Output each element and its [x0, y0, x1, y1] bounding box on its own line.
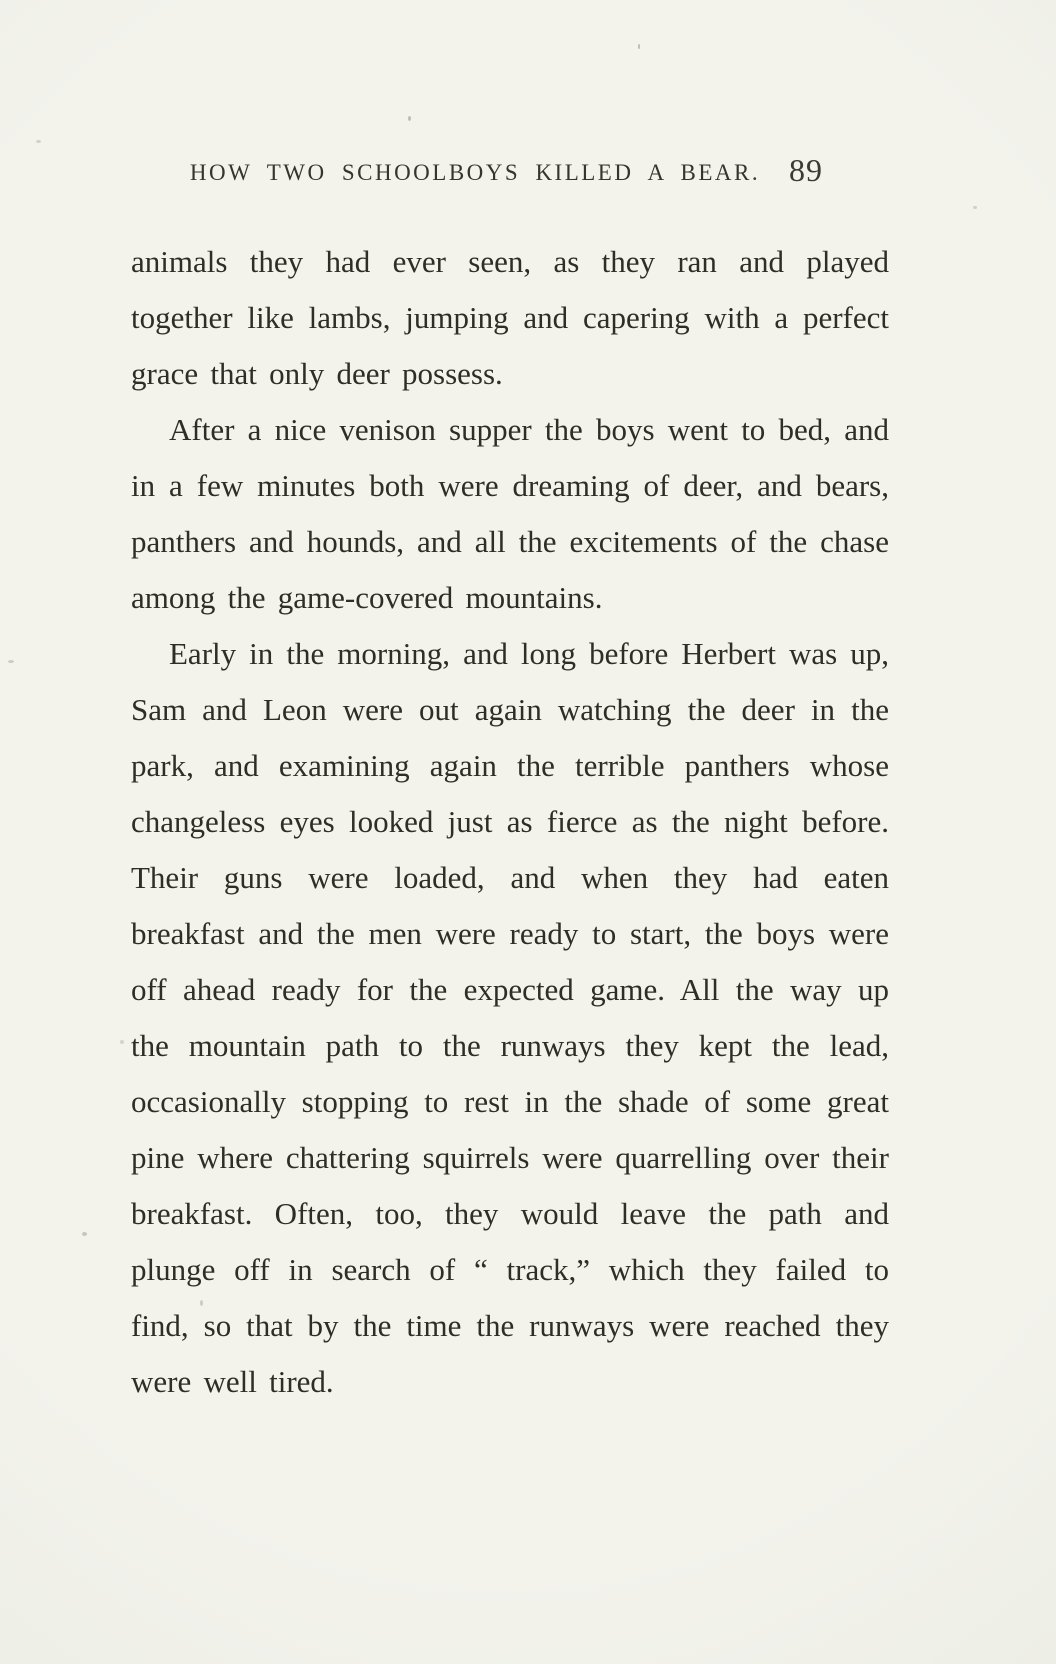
paragraph: After a nice venison supper the boys went to bed, and in a few minutes both were dreaming of deer, and bears, panthers and hounds, and all the excitements of the chase among the game-covered mountains. — [131, 412, 889, 615]
scan-speck — [973, 206, 977, 209]
running-head — [131, 152, 889, 208]
paragraph: Early in the morning, and long before Herbert was up, Sam and Leon were out again watching the deer in the park, and examining again the terrible panthers whose changeless eyes looked just as fierce as the night before. Their guns were loaded, and when they had eaten breakfast and the men were ready to start, the boys were off ahead ready for the expected game. All the way up the mountain path to the runways they kept the lead, occasionally stopping to rest in the shade of some great pine where chattering squirrels were quarrelling over their breakfast. Often, too, they would leave the path and plunge off in search of “ track,” which they failed to find, so that by the time the runways were reached they were well tired. — [131, 636, 889, 1399]
page-content — [131, 152, 889, 1410]
scan-speck — [36, 140, 41, 143]
body-text — [131, 234, 889, 1410]
page-number: 89 — [789, 152, 823, 188]
scan-speck — [638, 44, 640, 49]
scan-speck — [408, 116, 411, 121]
scan-speck — [82, 1232, 87, 1236]
paragraph: animals they had ever seen, as they ran and played together like lambs, jumping and capering with a perfect grace that only deer possess. — [131, 244, 889, 391]
running-head-title: HOW TWO SCHOOLBOYS KILLED A BEAR. — [189, 160, 761, 185]
scan-speck — [8, 660, 14, 663]
scan-speck — [120, 1040, 124, 1044]
